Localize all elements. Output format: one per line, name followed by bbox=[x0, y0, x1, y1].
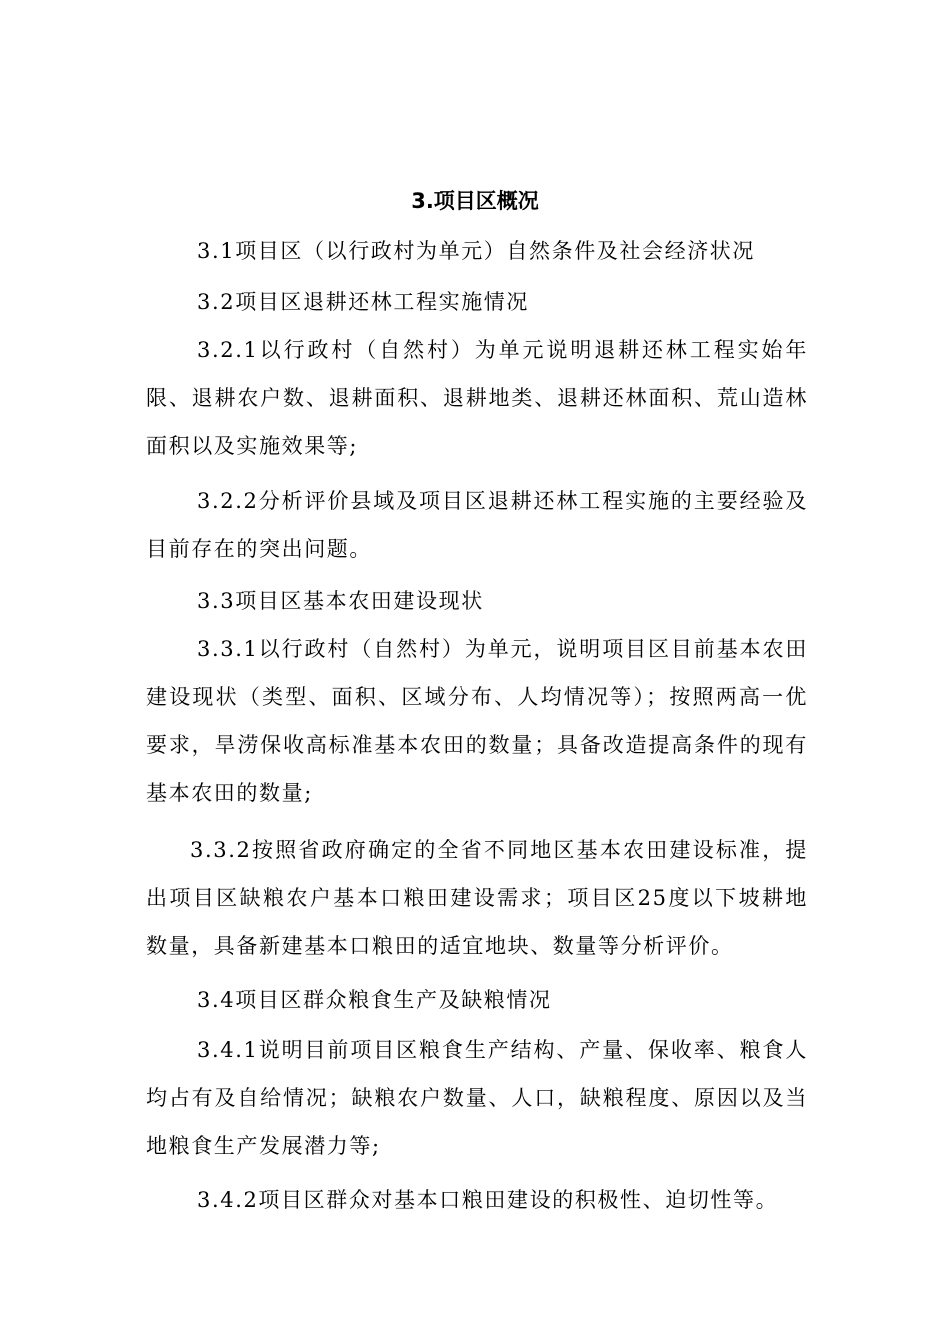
paragraph-3-1: 3.1项目区（以行政村为单元）自然条件及社会经济状况 bbox=[197, 239, 755, 263]
paragraph-3-4-2: 3.4.2项目区群众对基本口粮田建设的积极性、迫切性等。 bbox=[197, 1188, 779, 1212]
section-title: 3.项目区概况 bbox=[411, 189, 539, 213]
paragraph-3-2: 3.2项目区退耕还林工程实施情况 bbox=[197, 290, 529, 314]
paragraph-3-4-1: 3.4.1说明目前项目区粮食生产结构、产量、保收率、粮食人均占有及自给情况；缺粮农户数量、人口，缺粮程度、原因以及当地粮食生产发展潜力等; bbox=[146, 1038, 808, 1158]
paragraph-3-4: 3.4项目区群众粮食生产及缺粮情况 bbox=[197, 988, 552, 1012]
paragraph-3-2-1: 3.2.1以行政村（自然村）为单元说明退耕还林工程实始年限、退耕农户数、退耕面积、退耕地类、退耕还林面积、荒山造林面积以及实施效果等; bbox=[146, 338, 808, 458]
paragraph-3-3-2: 3.3.2按照省政府确定的全省不同地区基本农田建设标准，提出项目区缺粮农户基本口粮田建设需求；项目区25度以下坡耕地数量，具备新建基本口粮田的适宜地块、数量等分析评价。 bbox=[146, 838, 808, 958]
paragraph-3-2-2: 3.2.2分析评价县域及项目区退耕还林工程实施的主要经验及目前存在的突出问题。 bbox=[146, 489, 808, 561]
paragraph-3-3: 3.3项目区基本农田建设现状 bbox=[197, 589, 484, 613]
paragraph-3-3-1: 3.3.1以行政村（自然村）为单元，说明项目区目前基本农田建设现状（类型、面积、区域分布、人均情况等）；按照两高一优要求，旱涝保收高标准基本农田的数量；具备改造提高条件的现有基本农田的数量; bbox=[146, 637, 808, 805]
